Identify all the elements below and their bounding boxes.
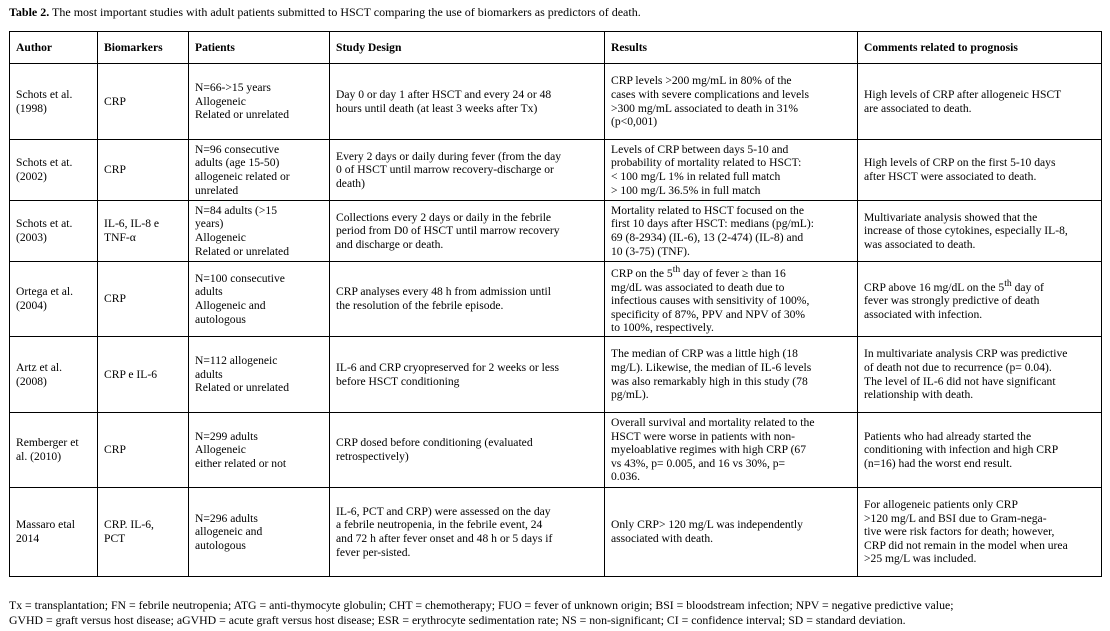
abbreviations-footnote: Tx = transplantation; FN = febrile neutropenia; ATG = anti-thymocyte globulin; CHT = chemotherapy; FUO = fever of unknown origin; BSI = bloodstream infection; NPV = negative predictive value; GVHD = graft versus host disease; aGVHD = acute graft versus host disease; ESR = erythrocyte sedimentation rate; NS = non-significant; CI = confidence interval; SD = standard deviation.: [9, 598, 954, 627]
studies-table: [9, 31, 1102, 577]
cell-results: Levels of CRP between days 5-10 and probability of mortality related to HSCT: < 100 mg/L 1% in related full match > 100 mg/L 36.5% in full match: [605, 140, 858, 201]
cell-author: Massaro etal 2014: [10, 488, 98, 577]
table-row: [10, 488, 1102, 577]
cell-results: The median of CRP was a little high (18 mg/L). Likewise, the median of IL-6 levels was also remarkably high in this study (78 pg/mL).: [605, 337, 858, 413]
table-row: [10, 64, 1102, 140]
cell-biomarkers: CRP. IL-6, PCT: [98, 488, 189, 577]
table-caption-label: Table 2.: [9, 5, 50, 19]
cell-author: Schots et at. (2002): [10, 140, 98, 201]
cell-comments: [858, 262, 1102, 337]
table-row: [10, 413, 1102, 488]
cell-biomarkers: CRP: [98, 262, 189, 337]
table-row: [10, 262, 1102, 337]
cell-author: Schots et at. (2003): [10, 201, 98, 262]
comments-superscript: th: [1004, 277, 1012, 289]
table-row: [10, 337, 1102, 413]
cell-author: Schots et al. (1998): [10, 64, 98, 140]
cell-patients: N=96 consecutive adults (age 15-50) allogeneic related or unrelated: [189, 140, 330, 201]
comments-text-end: day of fever was strongly predictive of death associated with infection.: [864, 280, 1044, 321]
cell-patients: N=296 adults allogeneic and autologous: [189, 488, 330, 577]
column-header-patients: Patients: [189, 32, 330, 64]
table-caption: [9, 4, 1101, 20]
cell-author: Ortega et al. (2004): [10, 262, 98, 337]
cell-author: Remberger et al. (2010): [10, 413, 98, 488]
column-header-biomarkers: Biomarkers: [98, 32, 189, 64]
cell-biomarkers: CRP e IL-6: [98, 337, 189, 413]
column-header-results: Results: [605, 32, 858, 64]
cell-biomarkers: IL-6, IL-8 e TNF-α: [98, 201, 189, 262]
cell-results: [605, 262, 858, 337]
cell-comments: Multivariate analysis showed that the increase of those cytokines, especially IL-8, was associated to death.: [858, 201, 1102, 262]
column-header-study-design: Study Design: [330, 32, 605, 64]
cell-comments: High levels of CRP after allogeneic HSCT are associated to death.: [858, 64, 1102, 140]
cell-study-design: Day 0 or day 1 after HSCT and every 24 or 48 hours until death (at least 3 weeks after Tx): [330, 64, 605, 140]
column-header-author: Author: [10, 32, 98, 64]
cell-patients: N=299 adults Allogeneic either related or not: [189, 413, 330, 488]
cell-results: Only CRP> 120 mg/L was independently associated with death.: [605, 488, 858, 577]
cell-study-design: CRP dosed before conditioning (evaluated retrospectively): [330, 413, 605, 488]
cell-study-design: IL-6, PCT and CRP) were assessed on the day a febrile neutropenia, in the febrile event, 24 and 72 h after fever onset and 48 h or 5 days if fever per-sisted.: [330, 488, 605, 577]
table-row: [10, 140, 1102, 201]
cell-study-design: IL-6 and CRP cryopreserved for 2 weeks or less before HSCT conditioning: [330, 337, 605, 413]
cell-patients: N=100 consecutive adults Allogeneic and autologous: [189, 262, 330, 337]
column-header-comments: Comments related to prognosis: [858, 32, 1102, 64]
cell-biomarkers: CRP: [98, 413, 189, 488]
cell-study-design: CRP analyses every 48 h from admission until the resolution of the febrile episode.: [330, 262, 605, 337]
cell-biomarkers: CRP: [98, 64, 189, 140]
cell-study-design: Collections every 2 days or daily in the febrile period from D0 of HSCT until marrow recovery and discharge or death.: [330, 201, 605, 262]
table-header-row: [10, 32, 1102, 64]
table-caption-text: The most important studies with adult patients submitted to HSCT comparing the use of biomarkers as predictors of death.: [49, 5, 641, 19]
cell-author: Artz et al. (2008): [10, 337, 98, 413]
results-text-end: day of fever ≥ than 16 mg/dL was associated to death due to infectious causes with sensitivity of 100%, specificity of 87%, PPV and NPV of 30% to 100%, respectively.: [611, 266, 810, 335]
cell-comments: High levels of CRP on the first 5-10 days after HSCT were associated to death.: [858, 140, 1102, 201]
cell-patients: N=112 allogeneic adults Related or unrelated: [189, 337, 330, 413]
cell-results: Overall survival and mortality related to the HSCT were worse in patients with non- myeloablative regimes with high CRP (67 vs 43%, p= 0.005, and 16 vs 30%, p= 0.036.: [605, 413, 858, 488]
cell-comments: Patients who had already started the conditioning with infection and high CRP (n=16) had the worst end result.: [858, 413, 1102, 488]
cell-results: CRP levels >200 mg/mL in 80% of the cases with severe complications and levels >300 mg/mL associated to death in 31% (p<0,001): [605, 64, 858, 140]
table-row: [10, 201, 1102, 262]
cell-patients: N=66->15 years Allogeneic Related or unrelated: [189, 64, 330, 140]
cell-study-design: Every 2 days or daily during fever (from the day 0 of HSCT until marrow recovery-discharge or death): [330, 140, 605, 201]
cell-comments: In multivariate analysis CRP was predictive of death not due to recurrence (p= 0.04). The level of IL-6 did not have significant relationship with death.: [858, 337, 1102, 413]
results-superscript: th: [672, 264, 681, 276]
cell-biomarkers: CRP: [98, 140, 189, 201]
cell-comments: For allogeneic patients only CRP >120 mg/L and BSI due to Gram-nega- tive were risk factors for death; however, CRP did not remain in the model when urea >25 mg/L was included.: [858, 488, 1102, 577]
cell-results: Mortality related to HSCT focused on the first 10 days after HSCT: medians (pg/mL): 69 (8-2934) (IL-6), 13 (2-474) (IL-8) and 10 (3-75) (TNF).: [605, 201, 858, 262]
cell-patients: N=84 adults (>15 years) Allogeneic Related or unrelated: [189, 201, 330, 262]
comments-text-start: CRP above 16 mg/dL on the 5: [864, 280, 1005, 294]
results-text-start: CRP on the 5: [611, 266, 673, 280]
